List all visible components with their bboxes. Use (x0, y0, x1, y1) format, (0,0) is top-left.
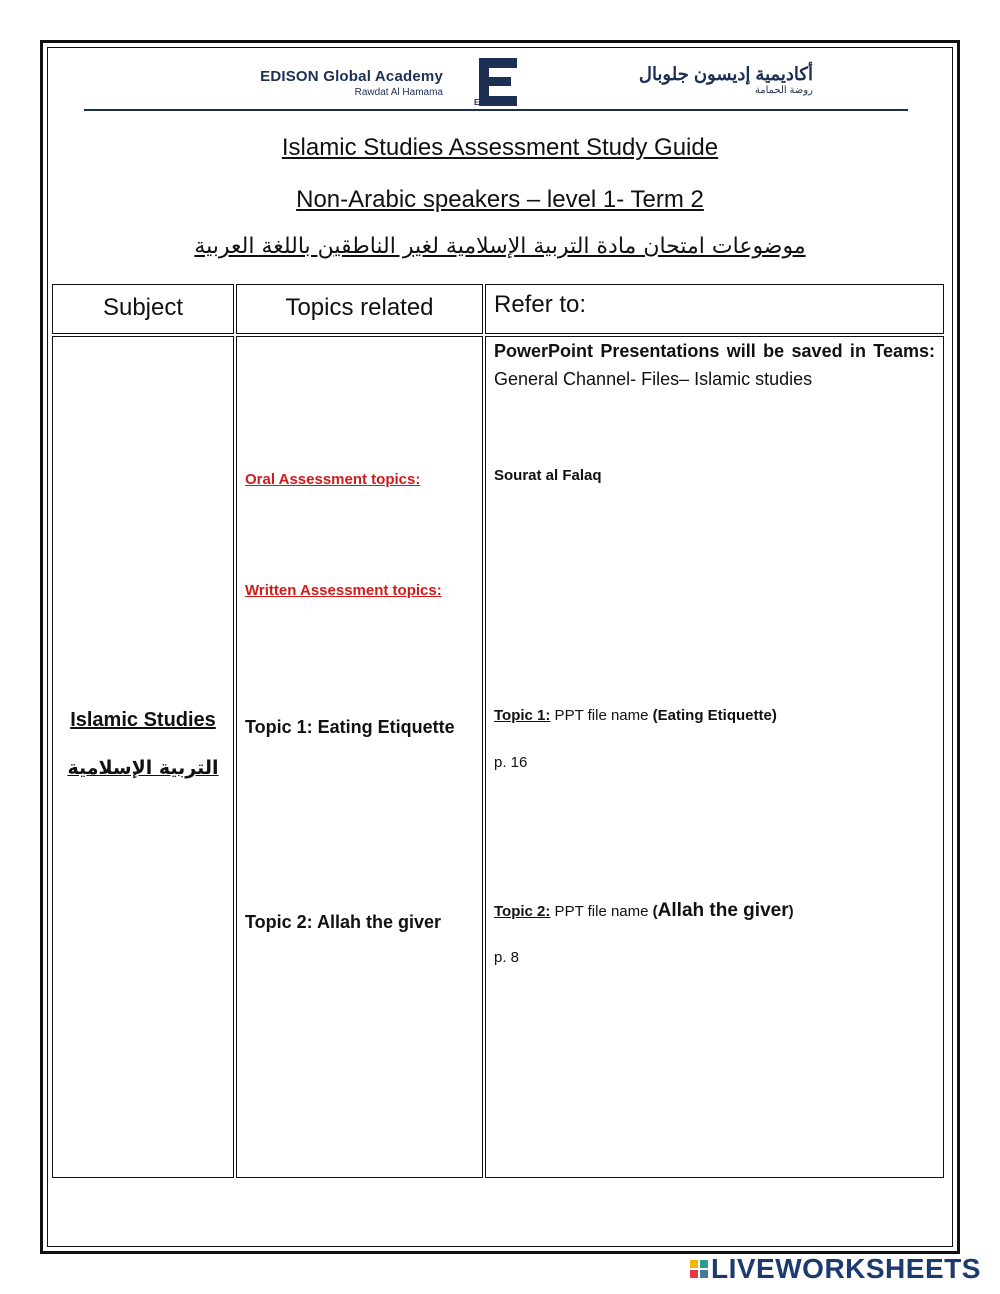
academy-location-ar: روضة الحمامة (754, 85, 813, 96)
topic-1-ref-name: (Eating Etiquette) (652, 707, 777, 724)
teams-note (494, 337, 935, 393)
topic-2-ref-name: Allah the giver (657, 900, 789, 921)
topics-cell (236, 336, 483, 1178)
table-header-row (52, 284, 944, 334)
liveworksheets-logo (690, 1254, 981, 1284)
page-title: Islamic Studies Assessment Study Guide (281, 134, 719, 161)
academy-name-ar (553, 64, 813, 96)
teams-note-path: General Channel- Files– Islamic studies (494, 369, 813, 389)
oral-assessment-label: Oral Assessment topics: (245, 471, 421, 488)
academy-title: EDISON Global Academy (260, 68, 443, 85)
refer-cell (485, 336, 944, 1178)
logo-caption: EDISON (474, 98, 505, 107)
subject-english: Islamic Studies (70, 709, 216, 731)
inner-frame (47, 47, 953, 1247)
page-subtitle: Non-Arabic speakers – level 1- Term 2 (296, 186, 704, 213)
written-assessment-label: Written Assessment topics: (245, 582, 442, 599)
topic-1: Topic 1: Eating Etiquette (245, 717, 455, 737)
liveworksheets-grid-icon (690, 1260, 708, 1278)
header-divider (84, 109, 908, 111)
topic-1-ref-text: PPT file name (550, 707, 653, 724)
header-subject: Subject (52, 284, 234, 334)
header-topics: Topics related (236, 284, 483, 334)
subject-arabic: التربية الإسلامية (67, 757, 219, 779)
teams-note-bold: PowerPoint Presentations will be saved in Teams: (494, 341, 935, 361)
topic-1-page: p. 16 (494, 754, 528, 771)
topic-1-ref-label: Topic 1: (494, 707, 551, 724)
topic-2: Topic 2: Allah the giver (245, 912, 442, 932)
table-row (52, 336, 944, 1178)
topic-2-ref-text: PPT file name (550, 903, 653, 920)
topic-2-reference (494, 900, 794, 922)
page-frame (40, 40, 960, 1254)
subject-cell (52, 336, 234, 1178)
page-title-arabic: موضوعات امتحان مادة التربية الإسلامية لغير الناطقين باللغة العربية (194, 234, 806, 259)
topic-1-reference (494, 707, 777, 724)
liveworksheets-wordmark: LIVEWORKSHEETS (711, 1253, 981, 1284)
header-refer: Refer to: (485, 284, 944, 334)
topic-2-ref-open: ( (652, 903, 658, 920)
oral-reference: Sourat al Falaq (494, 467, 602, 484)
topic-2-page: p. 8 (494, 949, 520, 966)
study-guide-table (50, 282, 946, 1180)
topic-2-ref-close: ) (788, 903, 794, 920)
academy-title-ar: أكاديمية إديسون جلوبال (638, 64, 813, 84)
topic-2-ref-label: Topic 2: (494, 903, 551, 920)
academy-location: Rawdat Al Hamama (354, 87, 443, 98)
academy-name-en (193, 68, 443, 98)
